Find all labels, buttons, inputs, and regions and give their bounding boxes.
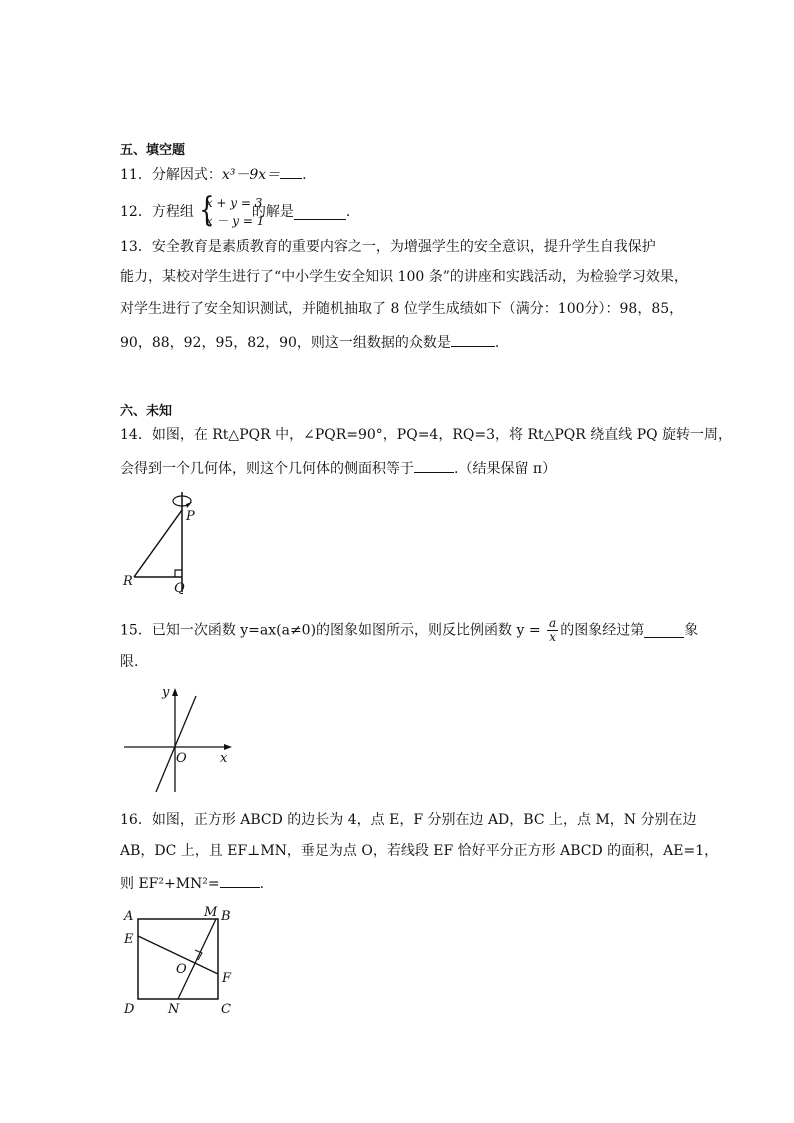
label-r: R (123, 574, 133, 589)
brace-icon: { (199, 190, 215, 230)
equation-system (196, 190, 265, 230)
fraction-numerator: a (549, 616, 557, 630)
label-c: C (221, 1002, 231, 1017)
question-13-line-1: 13．安全教育是素质教育的重要内容之一，为增强学生的安全意识，提升学生自我保护 (120, 239, 656, 255)
question-16-line-2: AB，DC 上，且 EF⊥MN，垂足为点 O，若线段 EF 恰好平分正方形 ABCD 的面积，AE=1， (120, 843, 719, 859)
label-p: P (186, 509, 195, 524)
question-13-line-4 (120, 332, 499, 352)
question-11 (120, 164, 307, 184)
label-d: D (124, 1002, 135, 1017)
question-15-line-1 (120, 617, 698, 644)
label-a: A (124, 909, 134, 924)
q13-end: . (494, 335, 500, 351)
arrow-head-icon (186, 502, 192, 508)
q11-expression: x³－9x＝ (221, 167, 281, 183)
question-12 (120, 190, 351, 230)
function-line (156, 696, 196, 792)
q16-answer-blank[interactable] (220, 873, 260, 888)
square-abcd (138, 919, 218, 999)
q12-suffix: 的解是 (251, 204, 294, 220)
square-abcd-figure (120, 905, 250, 1017)
equation-1: x + y = 3 (205, 196, 263, 210)
q12-end: . (345, 204, 351, 220)
q11-prefix: 11．分解因式： (120, 167, 222, 183)
x-axis-arrow-icon (224, 744, 232, 750)
fraction-denominator: x (549, 630, 557, 644)
q11-end: . (302, 167, 307, 183)
q11-answer-blank[interactable] (280, 164, 302, 179)
label-b: B (221, 909, 231, 924)
q15-prefix: 15．已知一次函数 y=ax(a≠0)的图象如图所示，则反比例函数 y = (120, 622, 546, 639)
triangle-pqr-figure (118, 488, 198, 596)
label-o: O (176, 962, 187, 977)
q13-answer-blank[interactable] (451, 332, 495, 347)
q13-line-4-text: 90，88，92，95，82，90，则这一组数据的众数是 (120, 335, 451, 351)
y-axis-arrow-icon (172, 688, 178, 696)
question-13-line-2: 能力，某校对学生进行了“中小学生安全知识 100 条”的讲座和实践活动，为检验学习效果， (120, 269, 688, 285)
q14-answer-blank[interactable] (414, 458, 454, 473)
question-16-line-3 (120, 873, 264, 893)
equation-2: x － y = 1 (205, 214, 265, 228)
q15-suffix-2: 象 (684, 622, 699, 639)
question-14-line-1: 14．如图，在 Rt△PQR 中，∠PQR=90°，PQ=4，RQ=3，将 Rt△PQR 绕直线 PQ 旋转一周， (120, 427, 733, 443)
label-n: N (168, 1002, 180, 1017)
label-x-axis: x (220, 751, 228, 766)
label-y-axis: y (162, 685, 170, 700)
label-origin: O (176, 751, 187, 766)
label-q: Q (174, 581, 185, 596)
right-angle-mark (175, 570, 182, 577)
label-f: F (222, 971, 232, 986)
label-e: E (124, 932, 134, 947)
question-14-line-2 (120, 458, 556, 478)
q12-prefix: 12．方程组 (120, 204, 194, 220)
q14-line-2-text: 会得到一个几何体，则这个几何体的侧面积等于 (120, 461, 414, 477)
question-15-line-2: 限. (120, 654, 139, 670)
q16-line-3-text: 则 EF²+MN²= (120, 876, 220, 892)
section-title-fill-in: 五、填空题 (120, 143, 186, 158)
q15-answer-blank[interactable] (644, 623, 684, 638)
q15-suffix: 的图象经过第 (560, 622, 645, 639)
q16-end: . (259, 876, 265, 892)
q14-note: .（结果保留 π） (454, 461, 557, 477)
q12-answer-blank[interactable] (294, 205, 346, 220)
question-16-line-1: 16．如图，正方形 ABCD 的边长为 4，点 E，F 分别在边 AD，BC 上，点 M，N 分别在边 (120, 812, 697, 828)
fraction-a-over-x (547, 617, 558, 644)
label-m: M (204, 905, 218, 920)
segment-mn (178, 919, 216, 999)
section-title-unknown: 六、未知 (120, 404, 173, 419)
linear-function-graph (120, 684, 238, 796)
question-13-line-3: 对学生进行了安全知识测试，并随机抽取了 8 位学生成绩如下（满分：100分）：98，85， (120, 301, 684, 317)
side-pr (134, 510, 182, 577)
